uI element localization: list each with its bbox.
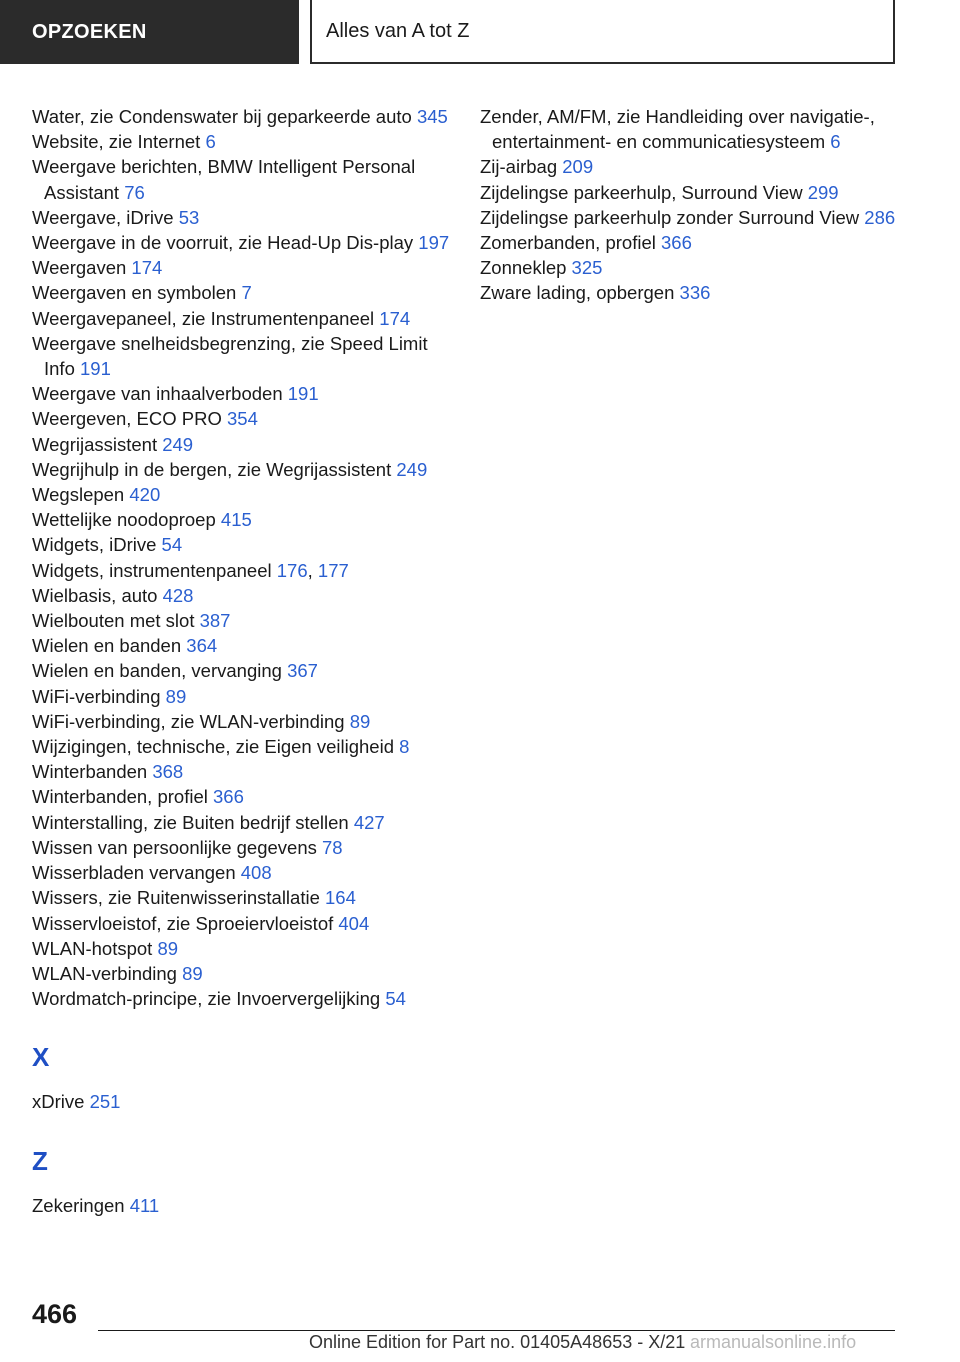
page-title: Alles van A tot Z bbox=[326, 19, 470, 42]
page-reference-link[interactable]: 191 bbox=[287, 383, 319, 405]
page-reference-link[interactable]: 76 bbox=[124, 181, 145, 203]
page-reference-link[interactable]: 411 bbox=[129, 1194, 160, 1216]
index-entry bbox=[32, 860, 452, 885]
index-entry bbox=[32, 406, 452, 431]
index-entry bbox=[32, 532, 452, 557]
index-entry bbox=[32, 608, 452, 633]
index-entry: Widgets, instrumentenpaneel 176, 177 bbox=[32, 559, 349, 581]
page-reference-link[interactable]: 174 bbox=[379, 307, 411, 329]
page-reference-link[interactable]: 89 bbox=[349, 710, 371, 732]
index-entry-text: Wegrijhulp in de bergen, zie Wegrijassistent bbox=[32, 458, 392, 480]
index-entry-text: Weergeven, ECO PRO bbox=[32, 408, 222, 430]
index-entry bbox=[480, 255, 900, 280]
index-entry-text: Widgets, instrumentenpaneel bbox=[32, 559, 272, 581]
index-entry-text: Zware lading, opbergen bbox=[480, 282, 675, 304]
index-entry bbox=[32, 507, 452, 532]
index-entry bbox=[480, 180, 900, 205]
index-entry-text: Wissen van persoonlijke gegevens bbox=[32, 836, 317, 858]
watermark: armanualsonline.info bbox=[690, 1332, 857, 1352]
index-entry bbox=[32, 684, 452, 709]
index-entry bbox=[32, 885, 452, 910]
index-entry-text: Winterbanden, profiel bbox=[32, 786, 208, 808]
index-entry-text: Water, zie Condenswater bij geparkeerde auto bbox=[32, 106, 412, 127]
index-entry-text: Weergave, iDrive bbox=[32, 206, 174, 228]
index-entry bbox=[32, 255, 452, 280]
index-entry bbox=[32, 331, 452, 381]
page-reference-link[interactable]: 191 bbox=[80, 358, 111, 380]
page-reference-link[interactable]: 197 bbox=[418, 232, 450, 254]
index-entry bbox=[32, 583, 452, 608]
index-entry-text: Wisservloeistof, zie Sproeiervloeistof bbox=[32, 912, 334, 934]
index-entry-text: Wijzigingen, technische, zie Eigen veiligheid bbox=[32, 736, 394, 758]
index-entry-text: Winterbanden bbox=[32, 761, 148, 783]
page-reference-link[interactable]: 54 bbox=[161, 534, 183, 556]
index-entry-text: Zomerbanden, profiel bbox=[480, 232, 656, 254]
index-entry-text: WLAN-verbinding bbox=[32, 962, 177, 984]
page-reference-link[interactable]: 54 bbox=[385, 988, 406, 1010]
index-entry-text: Weergave van inhaalverboden bbox=[32, 383, 283, 405]
index-list-x bbox=[32, 1089, 452, 1114]
section-letter-z: Z bbox=[32, 1145, 48, 1176]
index-list-z-continued bbox=[480, 104, 900, 306]
page-reference-link[interactable]: 89 bbox=[165, 685, 187, 707]
page-reference-link[interactable]: 299 bbox=[807, 181, 839, 203]
index-entry bbox=[480, 280, 900, 305]
index-entry bbox=[32, 154, 452, 204]
page-reference-link[interactable]: 368 bbox=[152, 761, 184, 783]
index-entry-text: Weergave berichten, BMW Intelligent Personal Assistant bbox=[32, 156, 416, 203]
index-entry-text: Weergave in de voorruit, zie Head-Up Dis‐play bbox=[32, 232, 414, 254]
index-entry bbox=[32, 280, 452, 305]
index-entry-text: WiFi-verbinding bbox=[32, 685, 161, 707]
page-reference-link[interactable]: 367 bbox=[287, 660, 318, 682]
index-entry bbox=[32, 911, 452, 936]
index-entry bbox=[32, 734, 452, 759]
index-entry-text: Wielbouten met slot bbox=[32, 610, 195, 632]
page-reference-link[interactable]: 366 bbox=[213, 786, 244, 808]
index-entry bbox=[32, 709, 452, 734]
page-reference-link[interactable]: 251 bbox=[89, 1091, 121, 1113]
page-reference-link[interactable]: 325 bbox=[571, 257, 603, 279]
index-entry bbox=[32, 457, 452, 482]
index-entry bbox=[32, 306, 452, 331]
index-entry bbox=[32, 810, 452, 835]
page-reference-link[interactable]: 174 bbox=[131, 257, 163, 279]
index-column-right bbox=[480, 104, 900, 306]
page-reference-link[interactable]: 176 bbox=[276, 559, 308, 581]
page-reference-link[interactable]: 177 bbox=[317, 559, 349, 581]
index-entry bbox=[32, 205, 452, 230]
index-column-left bbox=[32, 104, 452, 1218]
index-entry bbox=[480, 230, 900, 255]
page-reference-link[interactable]: 7 bbox=[241, 282, 252, 304]
page-reference-link[interactable]: 420 bbox=[129, 484, 161, 506]
index-entry-text: Wettelijke noodoproep bbox=[32, 509, 216, 531]
page-reference-link[interactable]: 415 bbox=[220, 509, 252, 531]
index-entry-text: WiFi-verbinding, zie WLAN-verbinding bbox=[32, 710, 345, 732]
index-entry bbox=[32, 482, 452, 507]
page-reference-link[interactable]: 249 bbox=[396, 458, 428, 480]
index-entry-text: WLAN-hotspot bbox=[32, 937, 153, 959]
index-entry-text: Weergaven bbox=[32, 257, 127, 279]
page-reference-link[interactable]: 428 bbox=[162, 584, 194, 606]
index-entry bbox=[32, 986, 452, 1011]
index-entry bbox=[480, 154, 900, 179]
index-entry bbox=[32, 784, 452, 809]
index-entry-text: Zonneklep bbox=[480, 257, 567, 279]
page-reference-link[interactable]: 53 bbox=[178, 206, 200, 228]
page-reference-link[interactable]: 387 bbox=[199, 610, 231, 632]
index-entry-text: Zijdelingse parkeerhulp zonder Surround View bbox=[480, 206, 860, 228]
index-entry bbox=[32, 1089, 452, 1114]
page-reference-link[interactable]: 366 bbox=[661, 232, 692, 254]
section-letter-x: X bbox=[32, 1042, 50, 1073]
page-reference-link[interactable]: 209 bbox=[562, 156, 594, 178]
page-reference-link[interactable]: 89 bbox=[182, 962, 203, 984]
index-entry bbox=[32, 936, 452, 961]
page-header-title bbox=[310, 0, 895, 64]
page-reference-link[interactable]: 78 bbox=[322, 836, 343, 858]
section-tab bbox=[0, 0, 299, 64]
index-entry-text: Widgets, iDrive bbox=[32, 534, 157, 556]
page-reference-link[interactable]: 89 bbox=[157, 937, 179, 959]
page-reference-link[interactable]: 364 bbox=[186, 635, 218, 657]
page-reference-link[interactable]: 408 bbox=[240, 862, 272, 884]
index-entry bbox=[32, 633, 452, 658]
page-reference-link[interactable]: 6 bbox=[205, 131, 216, 153]
index-entry-text: Winterstalling, zie Buiten bedrijf stellen bbox=[32, 811, 349, 833]
page-reference-link[interactable]: 8 bbox=[399, 736, 410, 758]
page-reference-link[interactable]: 286 bbox=[864, 206, 896, 228]
index-entry-text: Zekeringen bbox=[32, 1194, 125, 1216]
page-reference-link[interactable]: 354 bbox=[227, 408, 258, 430]
page-reference-link[interactable]: 427 bbox=[353, 811, 385, 833]
page-reference-link[interactable]: 164 bbox=[325, 887, 356, 909]
index-entry-text: xDrive bbox=[32, 1091, 85, 1113]
index-entry bbox=[32, 658, 452, 683]
index-entry-text: Weergave snelheidsbegrenzing, zie Speed Limit Info bbox=[32, 332, 428, 380]
page-reference-link[interactable]: 249 bbox=[162, 433, 194, 455]
index-entry bbox=[32, 432, 452, 457]
index-entry-text: Weergaven en symbolen bbox=[32, 282, 237, 304]
footer-divider bbox=[98, 1330, 895, 1331]
index-list-z bbox=[32, 1193, 452, 1218]
page-reference-link[interactable]: 404 bbox=[338, 912, 370, 934]
index-entry-text: Zender, AM/FM, zie Handleiding over navigatie-, entertainment- en communicatiesysteem bbox=[480, 106, 875, 153]
index-entry bbox=[480, 205, 900, 230]
index-entry-text: Weergavepaneel, zie Instrumentenpaneel bbox=[32, 307, 375, 329]
index-entry bbox=[32, 230, 452, 255]
index-entry-text: Wielen en banden bbox=[32, 635, 182, 657]
page-reference-link[interactable]: 6 bbox=[830, 131, 841, 153]
index-entry-text: Zij-airbag bbox=[480, 156, 558, 178]
index-entry-text: Wordmatch-principe, zie Invoervergelijking bbox=[32, 988, 381, 1010]
index-entry bbox=[32, 759, 452, 784]
index-entry-text: Wissers, zie Ruitenwisserinstallatie bbox=[32, 887, 320, 909]
index-entry bbox=[32, 381, 452, 406]
page-reference-link[interactable]: 345 bbox=[416, 106, 448, 127]
index-entry-text: Website, zie Internet bbox=[32, 131, 201, 153]
index-entry bbox=[32, 129, 452, 154]
page-number: 466 bbox=[32, 1299, 78, 1329]
index-list-w bbox=[32, 104, 452, 1011]
index-entry bbox=[32, 104, 452, 129]
index-entry bbox=[32, 835, 452, 860]
index-entry-text: Wegrijassistent bbox=[32, 433, 158, 455]
index-entry-text: Wielen en banden, vervanging bbox=[32, 660, 282, 682]
index-entry bbox=[32, 1193, 452, 1218]
page-reference-link[interactable]: 336 bbox=[679, 282, 711, 304]
index-entry-text: Wielbasis, auto bbox=[32, 584, 158, 606]
index-entry-text: Wegslepen bbox=[32, 484, 125, 506]
index-entry-text: Zijdelingse parkeerhulp, Surround View bbox=[480, 181, 803, 203]
edition-note: Online Edition for Part no. 01405A48653 - X/21 bbox=[309, 1332, 686, 1352]
index-entry bbox=[480, 104, 900, 154]
index-entry bbox=[32, 961, 452, 986]
section-tab-label: OPZOEKEN bbox=[32, 20, 147, 43]
index-entry-text: Wisserbladen vervangen bbox=[32, 862, 236, 884]
